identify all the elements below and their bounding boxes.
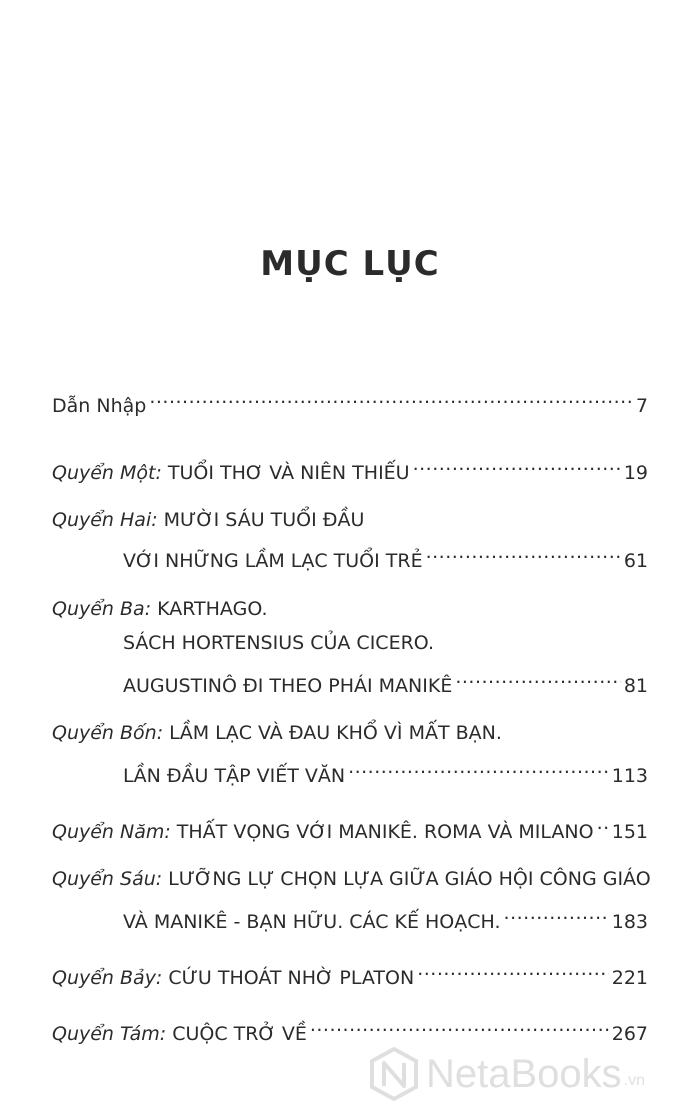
- toc-entry-title-cont: AUGUSTINÔ ĐI THEO PHÁI MANIKÊ: [123, 675, 453, 697]
- toc-entry-title-cont: LẦN ĐẦU TẬP VIẾT VĂN: [123, 765, 346, 787]
- toc-entry-label: Quyển Bốn:: [52, 722, 164, 744]
- toc-page-number: 151: [611, 821, 648, 843]
- toc-entry-title: MƯỜI SÁU TUỔI ĐẦU: [163, 509, 365, 531]
- toc-entry-intro[interactable]: [52, 382, 648, 417]
- dot-leader: [413, 449, 621, 479]
- toc-entry-label: Dẫn Nhập: [52, 395, 147, 417]
- toc-entry-book-8[interactable]: [52, 1010, 648, 1045]
- watermark-brand: NetaBooks: [426, 1051, 622, 1096]
- dot-leader: [417, 954, 609, 984]
- toc-entry-label: Quyển Bảy:: [52, 967, 163, 989]
- dot-leader: [310, 1010, 609, 1040]
- toc-page-number: 19: [623, 462, 648, 484]
- toc-entry-title: LƯỠNG LỰ CHỌN LỰA GIỮA GIÁO HỘI CÔNG GIÁO: [168, 868, 651, 890]
- toc-page-number: 61: [623, 550, 648, 572]
- toc-entry-book-6[interactable]: [52, 864, 651, 894]
- toc-entry-book-3[interactable]: [52, 594, 648, 624]
- toc-entry-title-cont: VỚI NHỮNG LẦM LẠC TUỔI TRẺ: [123, 550, 423, 572]
- toc-entry-book-7[interactable]: [52, 954, 648, 989]
- toc-entry-label: Quyển Năm:: [52, 821, 171, 843]
- toc-entry-book-4[interactable]: [52, 718, 648, 748]
- toc-page-number: 267: [611, 1023, 648, 1045]
- toc-entry-label: Quyển Sáu:: [52, 868, 163, 890]
- toc-entry-title: CUỘC TRỞ VỀ: [172, 1023, 307, 1045]
- toc-entry-label: Quyển Tám:: [52, 1023, 167, 1045]
- toc-page-number: 183: [611, 911, 648, 933]
- toc-entry-book-2[interactable]: [52, 505, 648, 535]
- toc-entry-title: LẦM LẠC VÀ ĐAU KHỔ VÌ MẤT BẠN.: [169, 722, 502, 744]
- page-title: MỤC LỤC: [260, 244, 440, 284]
- toc-entry-title-cont: VÀ MANIKÊ - BẠN HỮU. CÁC KẾ HOẠCH.: [123, 911, 501, 933]
- toc-page-number: 7: [635, 395, 648, 417]
- toc-entry-title: TUỔI THƠ VÀ NIÊN THIẾU: [167, 462, 410, 484]
- dot-leader: [504, 898, 609, 928]
- toc-entry-book-5[interactable]: [52, 808, 648, 843]
- toc-page-number: 81: [623, 675, 648, 697]
- toc-entry-book-1[interactable]: [52, 449, 648, 484]
- toc-entry-book-2-cont[interactable]: [123, 537, 648, 572]
- toc-entry-book-3-cont: [123, 628, 648, 658]
- toc-entry-title-cont: SÁCH HORTENSIUS CỦA CICERO.: [123, 632, 435, 654]
- watermark-suffix: .vn: [623, 1072, 646, 1089]
- toc-entry-label: Quyển Ba:: [52, 598, 152, 620]
- dot-leader: [597, 808, 609, 838]
- toc-entry-label: Quyển Một:: [52, 462, 162, 484]
- dot-leader: [149, 382, 633, 412]
- toc-entry-title: THẤT VỌNG VỚI MANIKÊ. ROMA VÀ MILANO: [176, 821, 594, 843]
- toc-entry-book-3-cont[interactable]: [123, 662, 648, 697]
- dot-leader: [455, 662, 620, 692]
- toc-entry-title: CỨU THOÁT NHỜ PLATON: [168, 967, 415, 989]
- netabooks-logo-icon: [366, 1046, 422, 1102]
- toc-entry-book-4-cont[interactable]: [123, 752, 648, 787]
- watermark: [366, 1046, 645, 1102]
- dot-leader: [348, 752, 609, 782]
- toc-entry-title: KARTHAGO.: [157, 598, 268, 620]
- dot-leader: [426, 537, 621, 567]
- toc-page-number: 113: [611, 765, 648, 787]
- toc-entry-book-6-cont[interactable]: [123, 898, 648, 933]
- toc-page-number: 221: [611, 967, 648, 989]
- toc-entry-label: Quyển Hai:: [52, 509, 158, 531]
